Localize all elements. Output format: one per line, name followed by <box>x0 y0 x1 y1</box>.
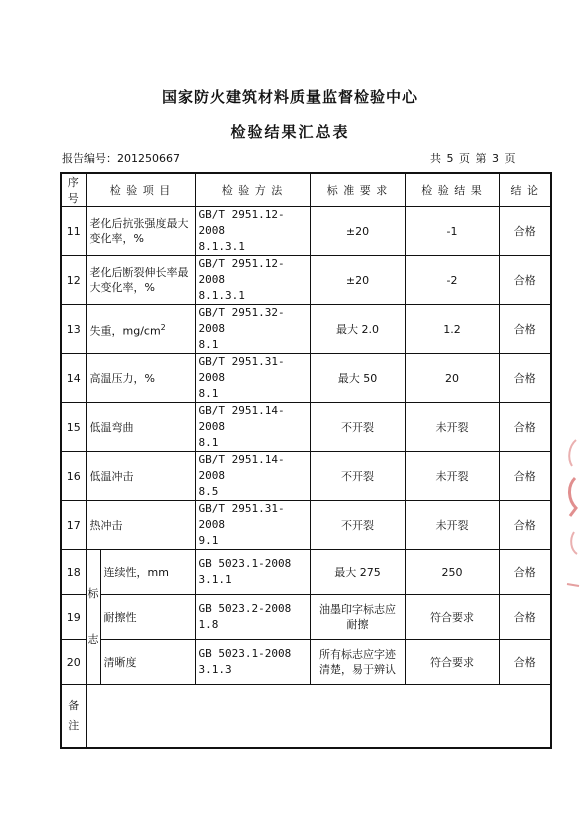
row-item: 热冲击 <box>86 501 195 550</box>
standard-line-1: 所有标志应字迹 <box>319 648 396 661</box>
col-header-result: 检 验 结 果 <box>405 173 499 207</box>
row-method <box>195 595 310 640</box>
table-row <box>61 403 551 452</box>
row-standard: 不开裂 <box>310 403 405 452</box>
row-result: 250 <box>405 550 499 595</box>
table-row <box>61 256 551 305</box>
method-standard: GB 5023.1-2008 <box>198 557 292 570</box>
method-standard: GB/T 2951.14-2008 <box>198 404 285 433</box>
center-title: 国家防火建筑材料质量监督检验中心 <box>161 88 418 106</box>
method-clause: 3.1.1 <box>198 573 232 586</box>
row-method <box>195 207 310 256</box>
table-row <box>61 354 551 403</box>
page-indicator: 共 5 页 第 3 页 <box>430 152 517 165</box>
row-item: 低温弯曲 <box>86 403 195 452</box>
method-standard: GB 5023.2-2008 <box>198 602 292 615</box>
remarks-char-1: 备 <box>68 699 80 712</box>
row-number: 14 <box>61 354 86 403</box>
method-clause: 3.1.3 <box>198 663 232 676</box>
table-title: 检验结果汇总表 <box>230 123 350 141</box>
row-number: 17 <box>61 501 86 550</box>
row-item: 老化后抗张强度最大变化率，% <box>86 207 195 256</box>
col-header-conclusion: 结 论 <box>499 173 551 207</box>
results-table <box>60 172 552 749</box>
row-standard: ±20 <box>310 256 405 305</box>
row-standard: 最大 50 <box>310 354 405 403</box>
row-standard: 不开裂 <box>310 452 405 501</box>
row-method <box>195 550 310 595</box>
mark-group-label <box>86 550 100 685</box>
method-clause: 8.1 <box>198 387 219 400</box>
row-standard <box>310 640 405 685</box>
table-row <box>61 452 551 501</box>
standard-line-1: 油墨印字标志应 <box>319 603 396 616</box>
standard-line-2: 清楚，易于辨认 <box>319 663 396 676</box>
standard-line-2: 耐擦 <box>346 618 369 631</box>
row-standard: 不开裂 <box>310 501 405 550</box>
row-number: 12 <box>61 256 86 305</box>
row-conclusion: 合格 <box>499 207 551 256</box>
row-conclusion: 合格 <box>499 403 551 452</box>
table-row <box>61 550 551 595</box>
method-standard: GB/T 2951.31-2008 <box>198 502 285 531</box>
col-header-standard: 标 准 要 求 <box>310 173 405 207</box>
report-number: 报告编号：201250667 <box>62 152 180 165</box>
row-conclusion: 合格 <box>499 550 551 595</box>
method-clause: 1.8 <box>198 618 219 631</box>
row-item: 耐擦性 <box>100 595 195 640</box>
row-result: 符合要求 <box>405 640 499 685</box>
row-item <box>86 305 195 354</box>
row-result: 未开裂 <box>405 403 499 452</box>
method-clause: 8.1.3.1 <box>198 289 245 302</box>
row-result: 20 <box>405 354 499 403</box>
row-standard: 最大 2.0 <box>310 305 405 354</box>
method-clause: 8.1 <box>198 338 219 351</box>
method-standard: GB/T 2951.14-2008 <box>198 453 285 482</box>
row-conclusion: 合格 <box>499 595 551 640</box>
row-conclusion: 合格 <box>499 452 551 501</box>
seal-stamp-edge <box>561 436 580 606</box>
row-conclusion: 合格 <box>499 305 551 354</box>
row-number: 15 <box>61 403 86 452</box>
method-standard: GB/T 2951.12-2008 <box>198 208 285 237</box>
mark-char-1: 标 <box>87 587 99 600</box>
row-method <box>195 640 310 685</box>
table-row <box>61 501 551 550</box>
row-item: 老化后断裂伸长率最大变化率，% <box>86 256 195 305</box>
row-result: -1 <box>405 207 499 256</box>
row-conclusion: 合格 <box>499 354 551 403</box>
method-standard: GB/T 2951.12-2008 <box>198 257 285 286</box>
row-conclusion: 合格 <box>499 640 551 685</box>
item-superscript: 2 <box>160 322 166 332</box>
row-number: 13 <box>61 305 86 354</box>
col-header-method: 检 验 方 法 <box>195 173 310 207</box>
method-standard: GB/T 2951.32-2008 <box>198 306 285 335</box>
method-standard: GB/T 2951.31-2008 <box>198 355 285 384</box>
row-item: 清晰度 <box>100 640 195 685</box>
method-standard: GB 5023.1-2008 <box>198 647 292 660</box>
method-clause: 8.5 <box>198 485 219 498</box>
remarks-content <box>86 685 551 749</box>
row-standard <box>310 595 405 640</box>
row-number: 16 <box>61 452 86 501</box>
row-method <box>195 354 310 403</box>
row-method <box>195 452 310 501</box>
row-result: 未开裂 <box>405 501 499 550</box>
remarks-row <box>61 685 551 749</box>
row-item: 高温压力，% <box>86 354 195 403</box>
mark-char-2: 志 <box>87 633 99 646</box>
row-standard: ±20 <box>310 207 405 256</box>
row-method <box>195 256 310 305</box>
row-item: 连续性，mm <box>100 550 195 595</box>
row-standard: 最大 275 <box>310 550 405 595</box>
row-method <box>195 403 310 452</box>
row-result: -2 <box>405 256 499 305</box>
table-header-row <box>61 173 551 207</box>
col-header-no: 序号 <box>61 173 86 207</box>
table-row <box>61 207 551 256</box>
row-number: 19 <box>61 595 86 640</box>
row-number: 11 <box>61 207 86 256</box>
item-text: 失重，mg/cm <box>89 324 161 338</box>
method-clause: 9.1 <box>198 534 219 547</box>
row-result: 符合要求 <box>405 595 499 640</box>
remarks-char-2: 注 <box>68 719 80 732</box>
row-method <box>195 501 310 550</box>
row-result: 1.2 <box>405 305 499 354</box>
col-header-item: 检 验 项 目 <box>86 173 195 207</box>
row-method <box>195 305 310 354</box>
method-clause: 8.1.3.1 <box>198 240 245 253</box>
row-conclusion: 合格 <box>499 501 551 550</box>
row-number: 20 <box>61 640 86 685</box>
row-result: 未开裂 <box>405 452 499 501</box>
row-conclusion: 合格 <box>499 256 551 305</box>
row-number: 18 <box>61 550 86 595</box>
table-row <box>61 595 551 640</box>
table-row <box>61 305 551 354</box>
method-clause: 8.1 <box>198 436 219 449</box>
row-item: 低温冲击 <box>86 452 195 501</box>
remarks-label <box>61 685 86 749</box>
table-row <box>61 640 551 685</box>
